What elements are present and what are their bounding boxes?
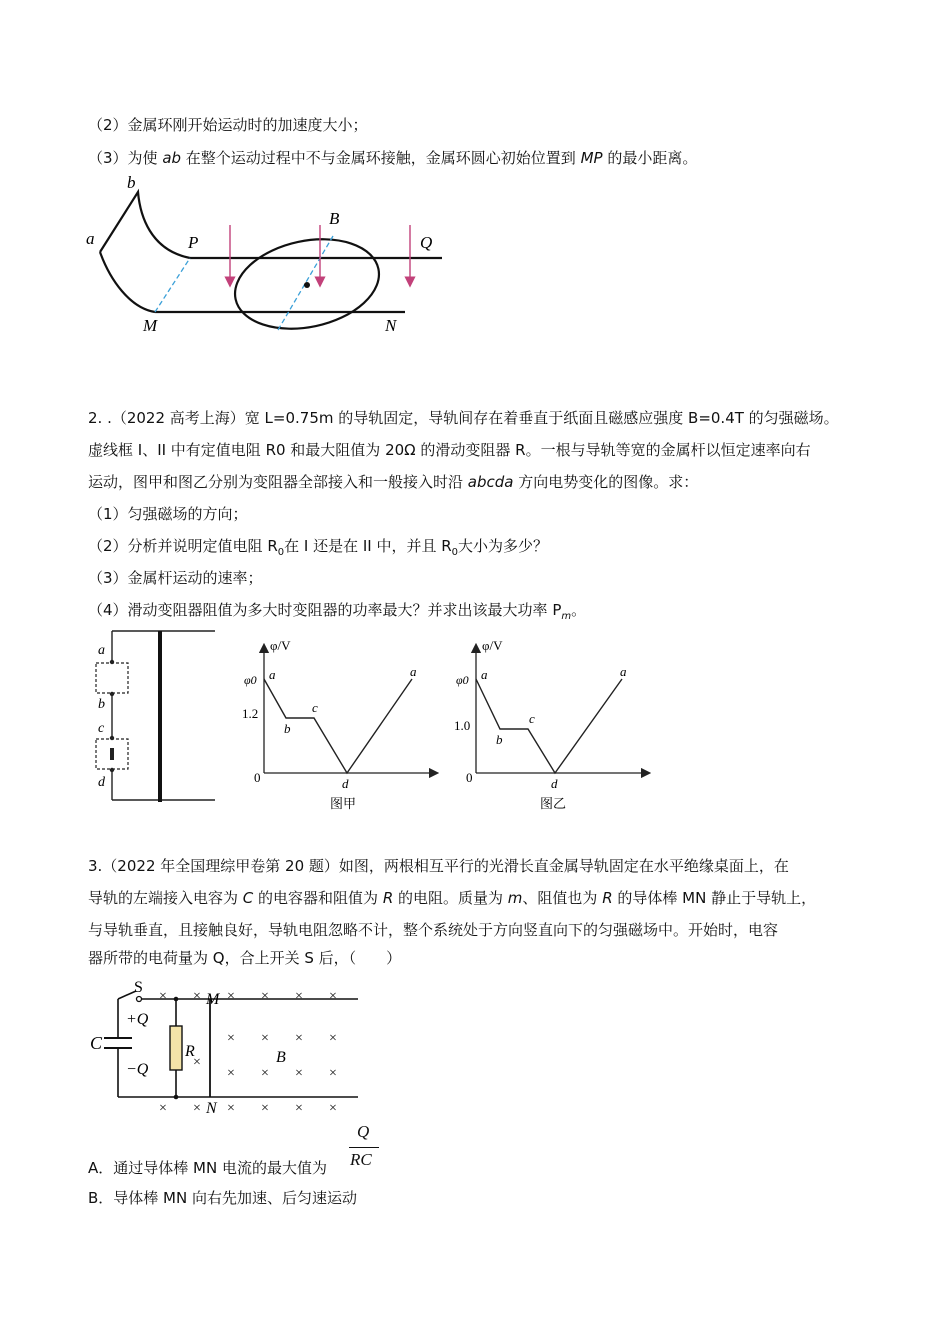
q2-graph-jia (236, 636, 446, 816)
q2-sub1: （1）匀强磁场的方向； (88, 505, 248, 523)
graph2-pt-b: b (496, 732, 503, 747)
graph1-pt-d: d (342, 776, 349, 791)
graph1-pt-a2: a (410, 664, 417, 679)
q3-label-B: B (276, 1049, 286, 1066)
field-x: × (227, 1066, 235, 1081)
graph2-phi0: φ0 (456, 673, 469, 687)
graph1-caption: 图甲 (330, 796, 357, 811)
field-x: × (261, 1066, 269, 1081)
circuit-label-b: b (98, 697, 105, 712)
q3-option-b: B．导体棒 MN 向右先加速、后匀速运动 (88, 1189, 357, 1207)
field-x: × (261, 1101, 269, 1116)
q1-label-M: M (143, 316, 158, 335)
field-x: × (295, 1101, 303, 1116)
field-x: × (159, 989, 167, 1004)
graph1-pt-a: a (269, 667, 276, 682)
q3-label-M: M (206, 991, 220, 1008)
graph2-axis-label: φ/V (482, 638, 503, 653)
field-x: × (295, 1066, 303, 1081)
field-x: × (295, 989, 303, 1004)
graph2-pt-c: c (529, 711, 535, 726)
q2-sub4: （4）滑动变阻器阻值为多大时变阻器的功率最大？并求出该最大功率 $P_m$。 (88, 601, 587, 622)
graph2-origin: 0 (466, 770, 473, 785)
q2-graph-yi (448, 636, 658, 816)
q3-line4: 器所带的电荷量为 Q，合上开关 S 后，（ ） (88, 949, 402, 967)
q1-sub2: （2）金属环刚开始运动时的加速度大小； (88, 116, 368, 134)
q3-label-C: C (90, 1033, 103, 1053)
field-x: × (329, 1031, 337, 1046)
q2-sub3: （3）金属杆运动的速率； (88, 569, 263, 587)
circuit-label-d: d (98, 775, 105, 790)
q1-label-N: N (385, 316, 397, 335)
graph1-pt-c: c (312, 700, 318, 715)
q3-label-R: R (185, 1043, 195, 1060)
q2-sub2: （2）分析并说明定值电阻 $R_0$在 I 还是在 II 中，并且 $R_0$大小为多少？ (88, 537, 549, 558)
graph2-pt-a: a (481, 667, 488, 682)
q2-line1: 2. .（2022 高考上海）宽 L=0.75m 的导轨固定，导轨间存在着垂直于纸面且磁感应强度 B=0.4T 的匀强磁场。 (88, 409, 839, 427)
graph1-tick: 1.2 (242, 706, 259, 721)
q1-label-Q: Q (420, 233, 433, 252)
graph1-pt-b: b (284, 721, 291, 736)
field-x: × (329, 1101, 337, 1116)
graph2-caption: 图乙 (540, 796, 567, 811)
circuit-label-c: c (98, 721, 105, 736)
q3-label-minusQ: −Q (126, 1061, 149, 1078)
graph2-pt-d: d (551, 776, 558, 791)
q3-line1: 3.（2022 年全国理综甲卷第 20 题）如图，两根相互平行的光滑长直金属导轨固定在水平绝缘桌面上，在 (88, 857, 789, 875)
q3-label-plusQ: +Q (126, 1011, 149, 1028)
field-x: × (227, 989, 235, 1004)
graph1-origin: 0 (254, 770, 261, 785)
fraction-denominator: RC (350, 1150, 372, 1169)
q1-label-P: P (188, 233, 199, 252)
q1-label-a: a (86, 229, 95, 248)
field-x: × (261, 989, 269, 1004)
q3-figure (88, 980, 368, 1120)
q3-label-N: N (206, 1100, 217, 1117)
q3-option-a: A．通过导体棒 MN 电流的最大值为 (88, 1159, 327, 1177)
q3-label-S: S (134, 979, 143, 996)
q1-figure (80, 170, 460, 340)
q1-label-B: B (329, 209, 340, 228)
q1-sub3: （3）为使 ab 在整个运动过程中不与金属环接触，金属环圆心初始位置到 MP 的最小距离。 (88, 149, 698, 167)
field-x: × (227, 1101, 235, 1116)
field-x: × (159, 1101, 167, 1116)
graph2-tick: 1.0 (454, 718, 471, 733)
q3-line3: 与导轨垂直，且接触良好，导轨电阻忽略不计，整个系统处于方向竖直向下的匀强磁场中。开始时，电容 (88, 921, 779, 939)
fraction-bar (349, 1147, 379, 1148)
field-x: × (227, 1031, 235, 1046)
graph1-axis-label: φ/V (270, 638, 291, 653)
q3-line2: 导轨的左端接入电容为 C 的电容器和阻值为 R 的电阻。质量为 m、阻值也为 R 的导体棒 MN 静止于导轨上， (88, 889, 817, 907)
q2-line3: 运动，图甲和图乙分别为变阻器全部接入和一般接入时沿 abcda 方向电势变化的图像。求： (88, 473, 699, 491)
graph2-pt-a2: a (620, 664, 627, 679)
field-x: × (193, 1101, 201, 1116)
field-x: × (193, 1055, 201, 1070)
fraction-numerator: Q (357, 1122, 370, 1141)
q1-label-b: b (127, 173, 136, 192)
q2-line2: 虚线框 I、II 中有定值电阻 R0 和最大阻值为 20Ω 的滑动变阻器 R。一根与导轨等宽的金属杆以恒定速率向右 (88, 441, 811, 459)
circuit-label-a: a (98, 643, 105, 658)
field-x: × (193, 989, 201, 1004)
field-x: × (329, 1066, 337, 1081)
field-x: × (329, 989, 337, 1004)
q2-circuit (90, 628, 220, 808)
field-x: × (261, 1031, 269, 1046)
graph1-phi0: φ0 (244, 673, 257, 687)
field-x: × (295, 1031, 303, 1046)
